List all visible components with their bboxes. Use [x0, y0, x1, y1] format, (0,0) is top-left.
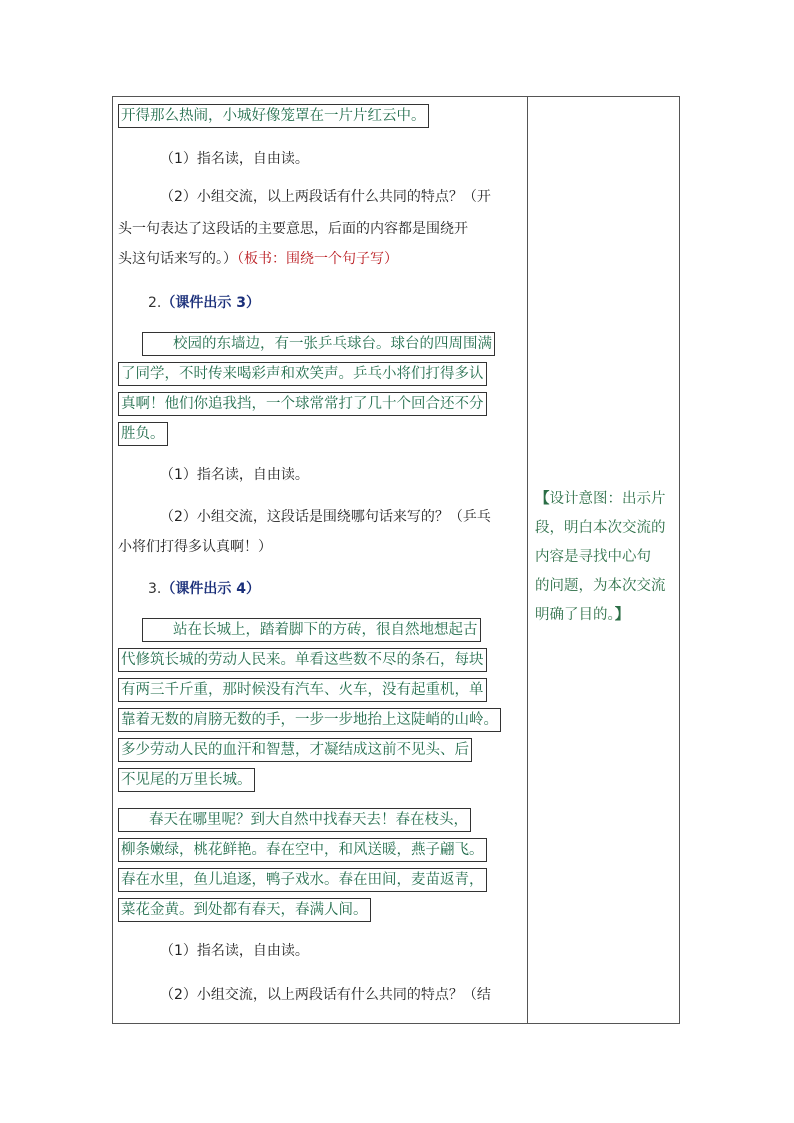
step-read-1: （1）指名读，自由读。: [160, 151, 309, 167]
design-intent-note: [535, 485, 675, 630]
step-discuss-1-l2: 头一句表达了这段话的主要意思，后面的内容都是围绕开: [118, 221, 468, 237]
blackboard-note: （板书：围绕一个句子写）: [237, 251, 398, 267]
step-discuss-1-l3: [118, 248, 398, 270]
heading-text: （课件出示 3）: [161, 295, 260, 311]
step-read-3: （1）指名读，自由读。: [160, 943, 309, 959]
section-heading-3: [148, 578, 260, 600]
note-text: 明确了目的。: [535, 607, 615, 623]
quote-line: 有两三千斤重，那时候没有汽车、火车，没有起重机，单: [118, 678, 487, 702]
quote-line: 了同学，不时传来喝彩声和欢笑声。乒乓小将们打得多认: [118, 362, 487, 386]
quote-box-1: 开得那么热闹，小城好像笼罩在一片片红云中。: [118, 104, 429, 128]
discuss-answer: 头这句话来写的。）: [118, 251, 237, 267]
quote-line: 站在长城上，踏着脚下的方砖，很自然地想起古: [142, 618, 481, 642]
quote-line: 代修筑长城的劳动人民来。单看这些数不尽的条石，每块: [118, 648, 487, 672]
bracket-close: 】: [614, 607, 630, 623]
heading-number: 2.: [148, 295, 162, 311]
note-line-3: 内容是寻找中心句: [535, 549, 651, 565]
note-line-5: [535, 601, 675, 630]
heading-text: （课件出示 4）: [161, 581, 260, 597]
quote-box-4: [118, 808, 487, 922]
step-discuss-3-l1: （2）小组交流，以上两段话有什么共同的特点？（结: [160, 987, 491, 1003]
column-divider: [527, 96, 528, 1024]
quote-line: 春在水里，鱼儿追逐，鸭子戏水。春在田间，麦苗返青，: [118, 868, 487, 892]
quote-line: 多少劳动人民的血汗和智慧，才凝结成这前不见头、后: [118, 738, 472, 762]
quote-line: 真啊！他们你追我挡，一个球常常打了几十个回合还不分: [118, 392, 487, 416]
quote-line: 胜负。: [118, 422, 168, 446]
step-read-2: （1）指名读，自由读。: [160, 467, 309, 483]
step-discuss-2-l1: （2）小组交流，这段话是围绕哪句话来写的？（乒乓: [160, 509, 491, 525]
note-text: 设计意图：出示片: [549, 491, 666, 507]
quote-line: 不见尾的万里长城。: [118, 768, 255, 792]
quote-box-2: [118, 332, 495, 446]
note-line-2: 段，明白本次交流的: [535, 520, 666, 536]
bracket-open: 【: [535, 491, 550, 507]
step-discuss-2-l2: 小将们打得多认真啊！）: [118, 539, 272, 555]
quote-box-3: [118, 618, 501, 792]
note-line-4: 的问题，为本次交流: [535, 578, 666, 594]
quote-line: 春天在哪里呢？到大自然中找春天去！春在枝头，: [118, 808, 471, 832]
quote-line: 菜花金黄。到处都有春天，春满人间。: [118, 898, 371, 922]
heading-number: 3.: [148, 581, 162, 597]
section-heading-2: [148, 292, 260, 314]
step-discuss-1-l1: （2）小组交流，以上两段话有什么共同的特点？（开: [160, 189, 491, 205]
quote-line: 柳条嫩绿，桃花鲜艳。春在空中，和风送暖，燕子翩飞。: [118, 838, 487, 862]
quote-line: 校园的东墙边，有一张乒乓球台。球台的四周围满: [142, 332, 495, 356]
note-line-1: [535, 485, 675, 514]
quote-line: 靠着无数的肩膀无数的手，一步一步地抬上这陡峭的山岭。: [118, 708, 501, 732]
